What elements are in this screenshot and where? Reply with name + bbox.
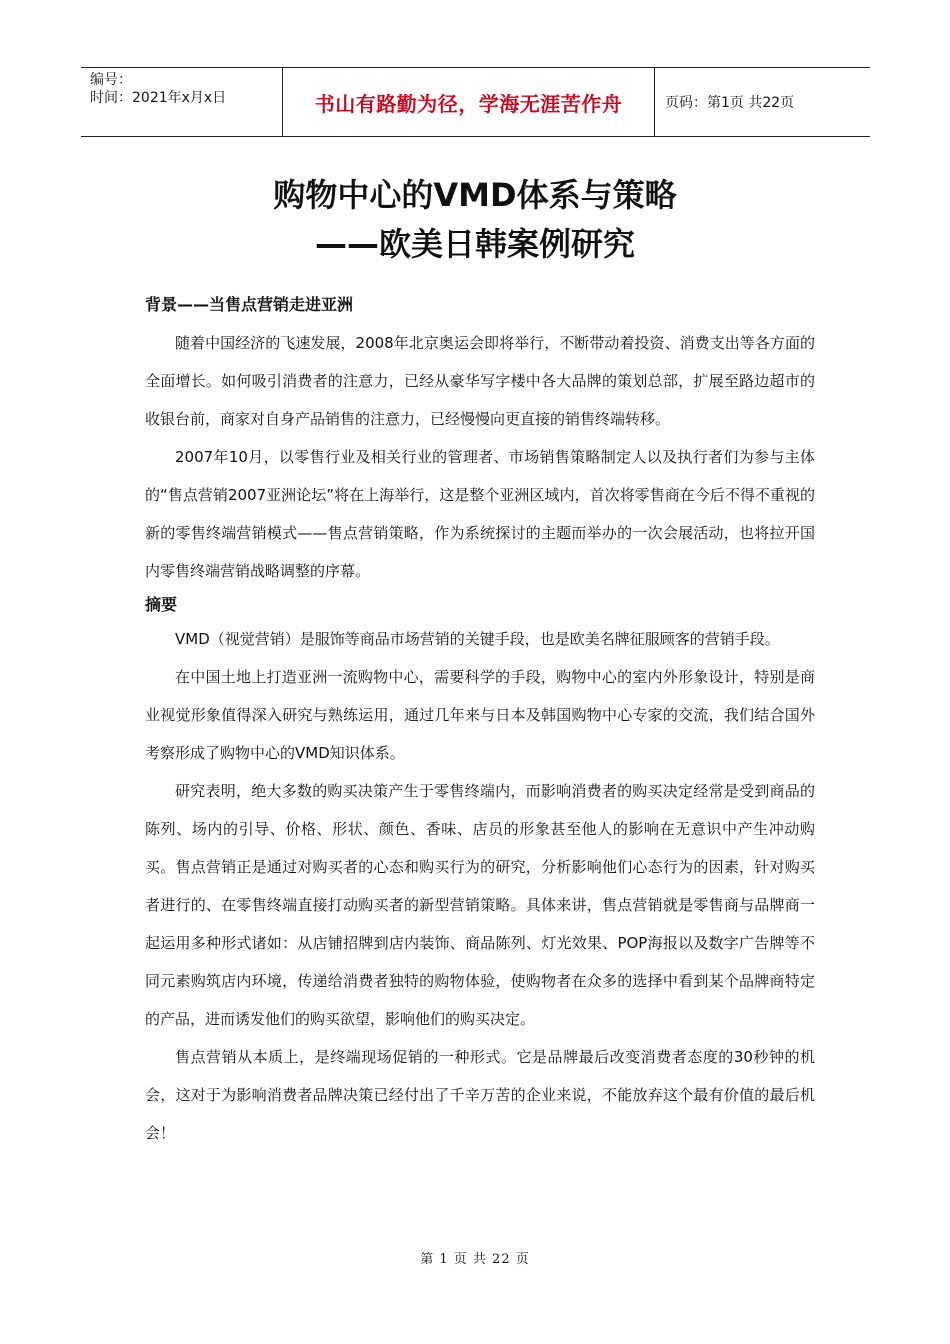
section-heading-background: 背景——当售点营销走进亚洲: [145, 295, 354, 314]
document-subtitle: ——欧美日韩案例研究: [314, 225, 635, 263]
paragraph: 售点营销从本质上，是终端现场促销的一种形式。它是品牌最后改变消费者态度的30秒钟的机会，这对于为影响消费者品牌决策已经付出了千辛万苦的企业来说，不能放弃这个最有价值的最后机会！: [145, 1048, 815, 1142]
section-heading-abstract: 摘要: [145, 595, 178, 614]
document-title: 购物中心的VMD体系与策略: [273, 176, 677, 214]
document-body: [145, 290, 815, 1152]
header-page-info: 页码：第1页 共22页: [665, 95, 795, 111]
document-number-label: 编号：: [90, 72, 132, 88]
paragraph: 随着中国经济的飞速发展，2008年北京奥运会即将举行，不断带动着投资、消费支出等各方面的全面增长。如何吸引消费者的注意力，已经从豪华写字楼中各大品牌的策划总部，扩展至路边超市的收银台前，商家对自身产品销售的注意力，已经慢慢向更直接的销售终端转移。: [145, 334, 815, 428]
paragraph: 在中国土地上打造亚洲一流购物中心，需要科学的手段，购物中心的室内外形象设计，特别是商业视觉形象值得深入研究与熟练运用，通过几年来与日本及韩国购物中心专家的交流，我们结合国外考察形成了购物中心的VMD知识体系。: [145, 668, 815, 762]
page-footer: 第 1 页 共 22 页: [420, 1252, 530, 1267]
paragraph: VMD（视觉营销）是服饰等商品市场营销的关键手段，也是欧美名牌征服顾客的营销手段。: [175, 630, 780, 648]
header-meta-cell: [81, 68, 282, 136]
header-page-cell: [655, 68, 870, 136]
document-time-label: 时间：2021年x月x日: [90, 90, 227, 106]
header-motto: 书山有路勤为径，学海无涯苦作舟: [314, 91, 623, 116]
paragraph: 研究表明，绝大多数的购买决策产生于零售终端内，而影响消费者的购买决定经常是受到商品的陈列、场内的引导、价格、形状、颜色、香味、店员的形象甚至他人的影响在无意识中产生冲动购买。售点营销正是通过对购买者的心态和购买行为的研究，分析影响他们心态行为的因素，针对购买者进行的、在零售终端直接打动购买者的新型营销策略。具体来讲，售点营销就是零售商与品牌商一起运用多种形式诸如：从店铺招牌到店内装饰、商品陈列、灯光效果、POP海报以及数字广告牌等不同元素购筑店内环境，传递给消费者独特的购物体验，使购物者在众多的选择中看到某个品牌商特定的产品，进而诱发他们的购买欲望，影响他们的购买决定。: [145, 782, 815, 1028]
paragraph: 2007年10月，以零售行业及相关行业的管理者、市场销售策略制定人以及执行者们为参与主体的“售点营销2007亚洲论坛”将在上海举行，这是整个亚洲区域内，首次将零售商在今后不得不重视的新的零售终端营销模式——售点营销策略，作为系统探讨的主题而举办的一次会展活动，也将拉开国内零售终端营销战略调整的序幕。: [145, 448, 815, 580]
header-motto-cell: [282, 68, 655, 136]
header-table: [81, 67, 870, 137]
